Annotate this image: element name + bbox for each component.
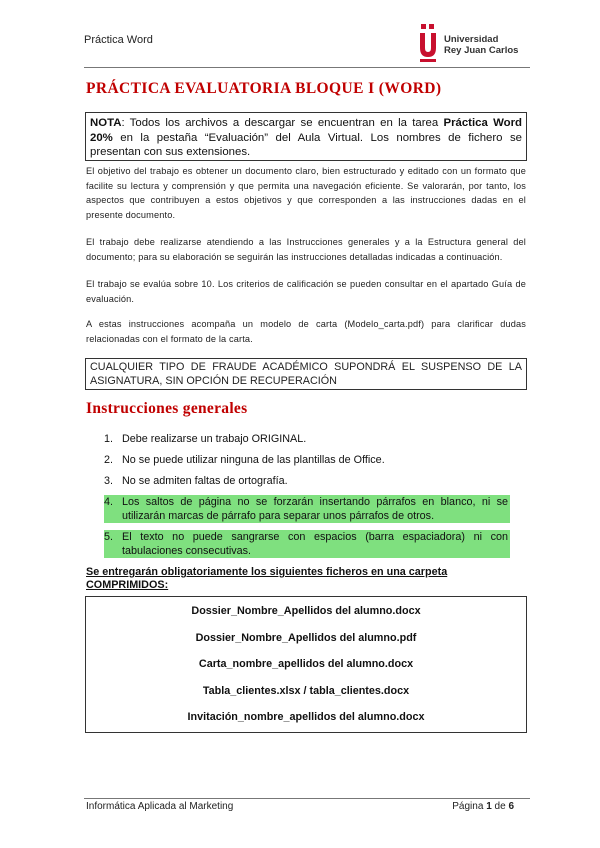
- header-title: Práctica Word: [84, 34, 153, 46]
- note-text-after: en la pestaña “Evaluación” del Aula Virtual. Los nombres de fichero se presentan con sus extensiones.: [90, 131, 522, 158]
- rule-number: 4.: [104, 495, 122, 523]
- university-logo: [418, 24, 530, 64]
- page-number: Página 1 de 6: [452, 801, 514, 812]
- note-label: NOTA: [90, 117, 122, 129]
- deliverables-heading: Se entregarán obligatoriamente los siguientes ficheros en una carpeta COMPRIMIDOS:: [86, 566, 448, 591]
- note-task-name: Práctica Word 20%: [90, 117, 522, 144]
- footer-divider: [84, 798, 530, 799]
- rule-text: Debe realizarse un trabajo ORIGINAL.: [122, 433, 307, 445]
- rule-text: El texto no puede sangrarse con espacios (barra espaciadora) ni con tabulaciones consecutivas.: [122, 531, 508, 557]
- rule-item: [104, 453, 510, 467]
- footer-course: Informática Aplicada al Marketing: [86, 801, 234, 812]
- file-item: Invitación_nombre_apellidos del alumno.docx: [187, 711, 425, 723]
- rule-item-highlighted: [104, 495, 510, 523]
- fraud-warning: CUALQUIER TIPO DE FRAUDE ACADÉMICO SUPONDRÁ EL SUSPENSO DE LA ASIGNATURA, SIN OPCIÓN DE RECUPERACIÓN: [85, 358, 527, 390]
- rules-list: [104, 432, 510, 565]
- urjc-logo-icon: [418, 24, 438, 62]
- paragraph-instructions: El trabajo debe realizarse atendiendo a las Instrucciones generales y a la Estructura general del documento; para su elaboración se seguirán las instrucciones detalladas indicadas a continuación.: [86, 237, 526, 262]
- rule-number: 2.: [104, 454, 114, 466]
- rule-number: 1.: [104, 433, 114, 445]
- rule-text: No se admiten faltas de ortografía.: [122, 475, 288, 487]
- note-text-before: : Todos los archivos a descargar se encuentran en la tarea: [121, 117, 444, 129]
- rule-number: 3.: [104, 475, 114, 487]
- file-item: Dossier_Nombre_Apellidos del alumno.docx: [191, 605, 421, 617]
- university-name: Universidad Rey Juan Carlos: [444, 34, 519, 56]
- section-title: Instrucciones generales: [86, 400, 248, 417]
- page-title: PRÁCTICA EVALUATORIA BLOQUE I (WORD): [86, 80, 442, 97]
- files-box: [85, 596, 527, 733]
- rule-item: [104, 432, 510, 446]
- page-header: [84, 22, 530, 68]
- paragraph-letter-model: A estas instrucciones acompaña un modelo de carta (Modelo_carta.pdf) para clarificar dudas relacionadas con el formato de la carta.: [86, 319, 526, 344]
- file-item: Carta_nombre_apellidos del alumno.docx: [198, 658, 414, 670]
- header-divider: [84, 67, 530, 68]
- paragraph-objective: El objetivo del trabajo es obtener un documento claro, bien estructurado y editado con un formato que facilite su lectura y comprensión y que permita una navegación eficiente. Se valorarán, por tanto, los aspectos que contribuyen a estos objetivos y que corresponden a las instrucciones dadas en el presente documento.: [86, 166, 526, 220]
- rule-item-highlighted: [104, 530, 510, 558]
- rule-text: No se puede utilizar ninguna de las plantillas de Office.: [122, 454, 385, 466]
- rule-text: Los saltos de página no se forzarán insertando párrafos en blanco, ni se utilizarán marcas de párrafo para separar unos párrafos de otros.: [122, 496, 508, 522]
- rule-item: [104, 474, 510, 488]
- paragraph-grading: El trabajo se evalúa sobre 10. Los criterios de calificación se pueden consultar en el apartado Guía de evaluación.: [86, 279, 526, 304]
- rule-number: 5.: [104, 530, 122, 558]
- file-item: Tabla_clientes.xlsx / tabla_clientes.docx: [202, 684, 410, 697]
- file-item: Dossier_Nombre_Apellidos del alumno.pdf: [195, 631, 417, 644]
- note-box: [85, 112, 527, 161]
